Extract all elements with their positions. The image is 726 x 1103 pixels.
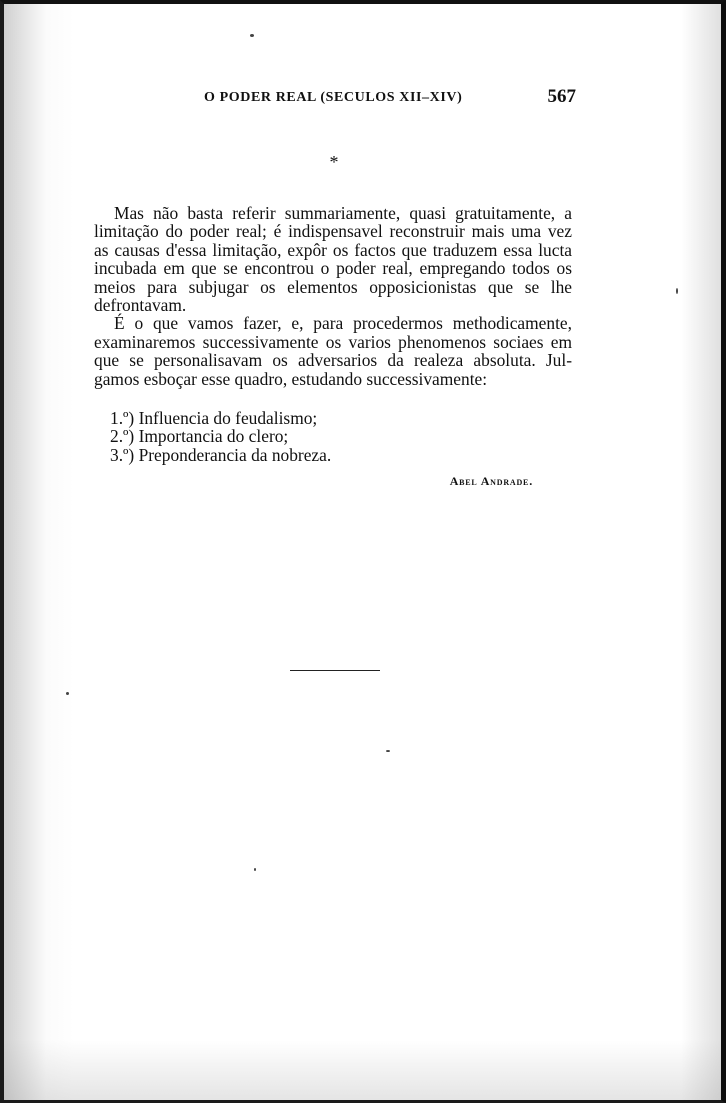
text-line: incubada em que se encontrou o poder real, empregando todos os — [94, 258, 572, 279]
text-line: que se personalisavam os adversarios da realeza absoluta. Jul- — [94, 350, 572, 371]
text-line: gamos esboçar esse quadro, estudando successivamente: — [94, 368, 488, 389]
ink-speck — [66, 692, 69, 695]
ink-speck — [254, 868, 256, 871]
list-item: 1.º) Influencia do feudalismo; — [110, 408, 318, 428]
page-header — [204, 86, 576, 110]
text-line: examinaremos successivamente os varios phenomenos sociaes em — [94, 331, 572, 352]
text-line: meios para subjugar os elementos opposicionistas que se lhe — [94, 276, 572, 297]
page-shadow-bottom — [4, 1040, 721, 1100]
page-number: 567 — [547, 86, 576, 107]
topic-list — [110, 409, 331, 464]
section-divider — [290, 670, 380, 671]
ink-speck — [386, 750, 390, 752]
author-signature: Abel Andrade. — [449, 474, 533, 488]
paragraph-1 — [94, 204, 572, 314]
text-line: É o que vamos fazer, e, para procedermos methodicamente, — [114, 313, 572, 334]
text-line: as causas d'essa limitação, expôr os factos que traduzem essa lucta — [94, 239, 572, 260]
body-text — [94, 204, 572, 388]
list-item: 2.º) Importancia do clero; — [110, 426, 289, 447]
ink-speck — [250, 34, 254, 37]
list-item: 3.º) Preponderancia da nobreza. — [110, 444, 332, 465]
ink-speck — [676, 288, 678, 294]
section-asterism: * — [329, 152, 339, 172]
text-line: Mas não basta referir summariamente, quasi gratuitamente, a — [114, 203, 572, 223]
paragraph-2 — [94, 314, 572, 388]
text-line: limitação do poder real; é indispensavel reconstruir mais uma vez — [94, 221, 572, 242]
running-head: O PODER REAL (SECULOS XII–XIV) — [204, 90, 463, 105]
page-shadow-right — [681, 4, 721, 1100]
text-line: defrontavam. — [94, 295, 187, 316]
